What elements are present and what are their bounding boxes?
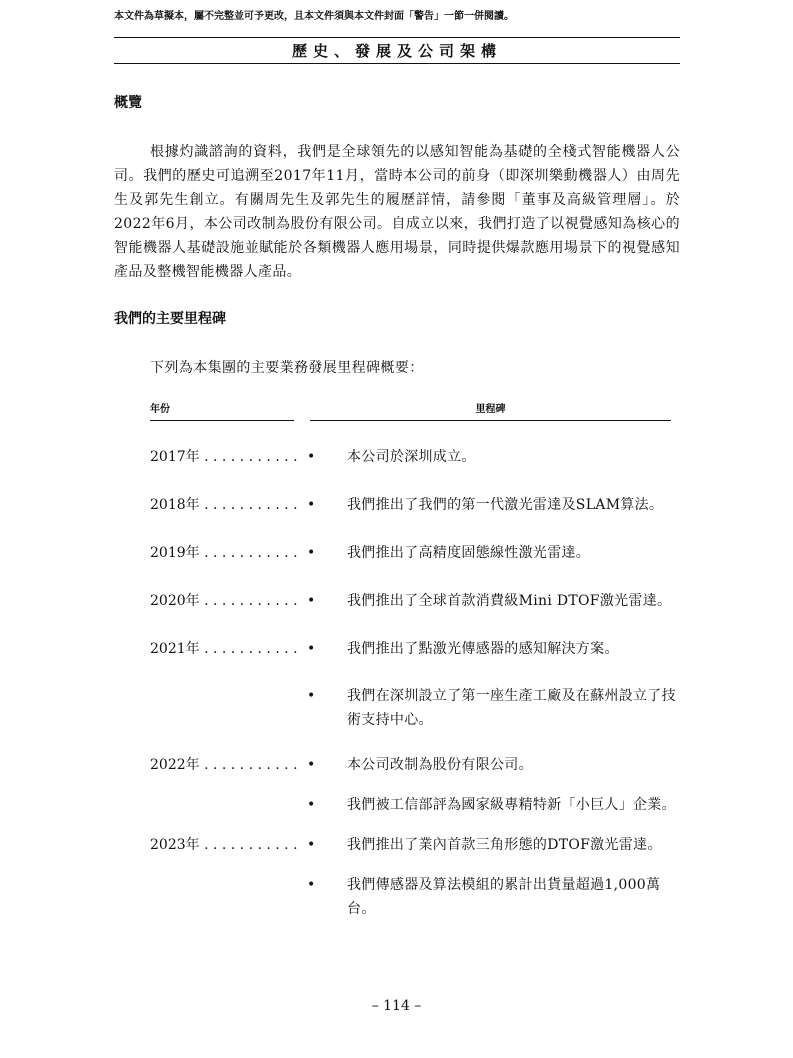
bullet-icon: • <box>307 545 316 561</box>
bullet-icon: • <box>307 497 316 513</box>
milestone-text: 我們推出了我們的第一代激光雷達及SLAM算法。 <box>347 497 664 513</box>
milestone-text: 我們推出了點激光傳感器的感知解決方案。 <box>347 641 619 657</box>
bullet-icon: • <box>307 641 316 657</box>
milestone-text: 本公司於深圳成立。 <box>347 449 476 465</box>
bullet-icon: • <box>307 688 316 704</box>
header-bottom-rule <box>114 63 680 64</box>
overview-heading: 概覽 <box>114 95 142 111</box>
column-rule-year <box>150 420 294 421</box>
bullet-icon: • <box>307 877 316 893</box>
milestone-year: 2023年 . . . . . . . . . . . <box>150 837 298 853</box>
milestone-text: 我們推出了業內首款三角形態的DTOF激光雷達。 <box>347 837 662 853</box>
milestone-text: 本公司改制為股份有限公司。 <box>347 757 533 773</box>
milestone-text: 我們在深圳設立了第一座生產工廠及在蘇州設立了技術支持中心。 <box>347 688 676 728</box>
milestones-intro: 下列為本集團的主要業務發展里程碑概要： <box>150 360 424 376</box>
column-header-milestone: 里程碑 <box>475 404 506 415</box>
milestone-text: 我們推出了全球首款消費級Mini DTOF激光雷達。 <box>347 593 672 609</box>
column-header-year: 年份 <box>150 404 170 415</box>
column-rule-milestone <box>310 420 671 421</box>
bullet-icon: • <box>307 797 316 813</box>
milestone-year: 2019年 . . . . . . . . . . . <box>150 545 298 561</box>
milestone-year: 2021年 . . . . . . . . . . . <box>150 641 298 657</box>
page-number: – 114 – <box>371 998 422 1014</box>
milestone-year: 2022年 . . . . . . . . . . . <box>150 757 298 773</box>
chapter-title: 歷史、發展及公司架構 <box>291 42 502 60</box>
bullet-icon: • <box>307 449 316 465</box>
bullet-icon: • <box>307 757 316 773</box>
draft-disclaimer: 本文件為草擬本，屬不完整並可予更改，且本文件須與本文件封面「警告」一節一併閱讀。 <box>114 11 514 22</box>
milestone-text: 我們被工信部評為國家級專精特新「小巨人」企業。 <box>347 797 676 813</box>
bullet-icon: • <box>307 593 316 609</box>
milestone-year: 2018年 . . . . . . . . . . . <box>150 497 298 513</box>
header-top-rule <box>114 37 680 38</box>
milestones-heading: 我們的主要里程碑 <box>114 311 226 327</box>
milestone-text: 我們傳感器及算法模組的累計出貨量超過1,000萬台。 <box>347 877 661 917</box>
overview-paragraph: 根據灼識諮詢的資料，我們是全球領先的以感知智能為基礎的全棧式智能機器人公司。我們的歷史可追溯至2017年11月，當時本公司的前身（即深圳樂動機器人）由周先生及郭先生創立。有關周先生及郭先生的履歷詳情，請參閱「董事及高級管理層」。於2022年6月，本公司改制為股份有限公司。自成立以來，我們打造了以視覺感知為核心的智能機器人基礎設施並賦能於各類機器人應用場景，同時提供爆款應用場景下的視覺感知產品及整機智能機器人產品。 <box>114 144 680 280</box>
milestone-text: 我們推出了高精度固態線性激光雷達。 <box>347 545 591 561</box>
milestone-year: 2020年 . . . . . . . . . . . <box>150 593 298 609</box>
bullet-icon: • <box>307 837 316 853</box>
milestone-year: 2017年 . . . . . . . . . . . <box>150 449 298 465</box>
